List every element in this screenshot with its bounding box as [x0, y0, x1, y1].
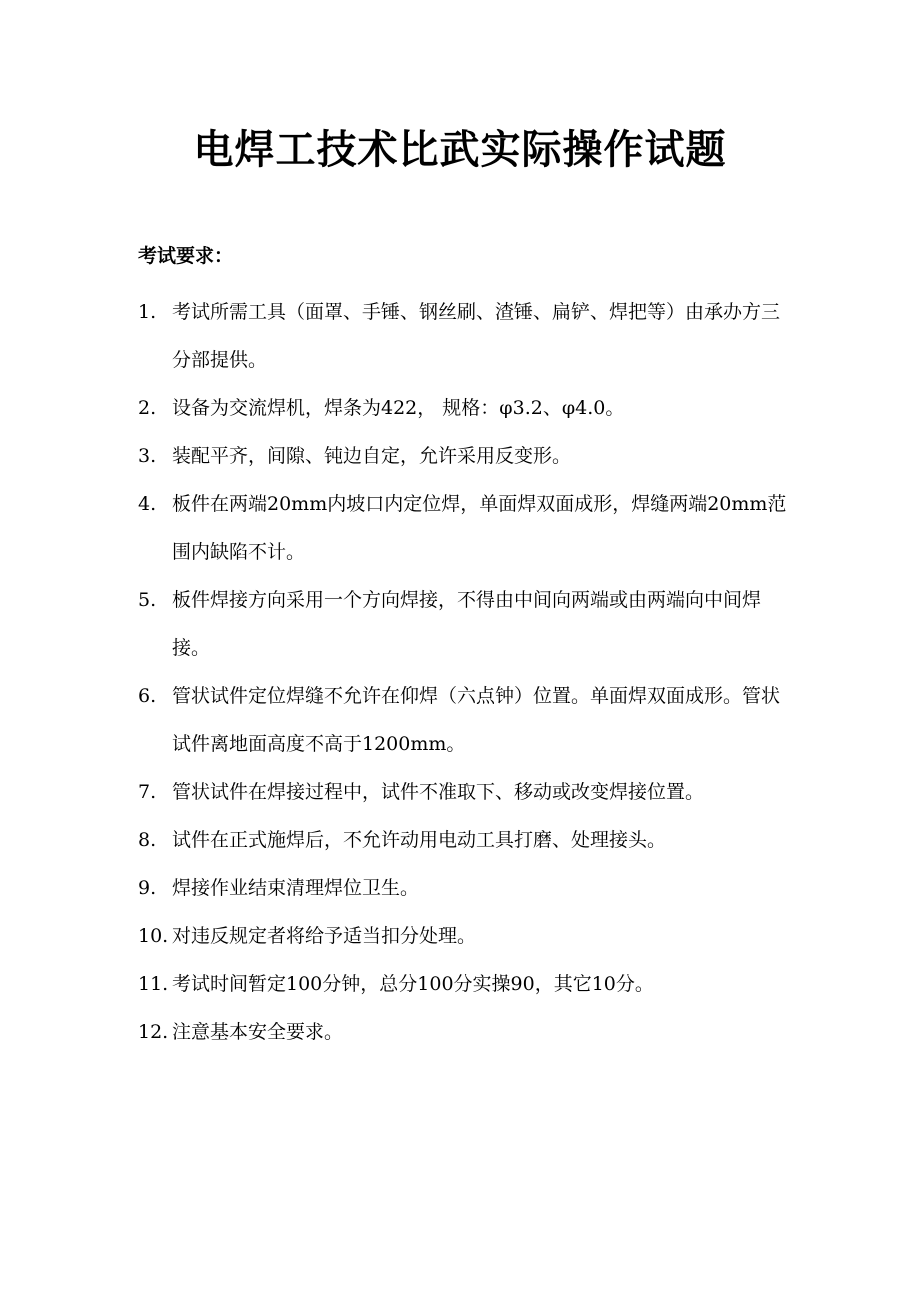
requirement-text: 管状试件在焊接过程中，试件不准取下、移动或改变焊接位置。	[172, 781, 705, 803]
requirement-text: 焊接作业结束清理焊位卫生。	[172, 877, 420, 899]
requirement-item	[138, 912, 788, 960]
requirement-text: 设备为交流焊机，焊条为422， 规格：φ3.2、φ4.0。	[172, 397, 625, 419]
requirement-item	[138, 1008, 788, 1056]
requirement-item	[138, 432, 788, 480]
requirement-item	[138, 960, 788, 1008]
requirement-number: 3.	[138, 445, 157, 467]
section-heading: 考试要求：	[138, 245, 234, 267]
requirement-number: 1.	[138, 301, 157, 323]
requirement-text: 考试所需工具（面罩、手锤、钢丝刷、渣锤、扁铲、焊把等）由承办方三分部提供。	[172, 301, 781, 371]
requirement-item	[138, 768, 788, 816]
requirement-item	[138, 672, 788, 768]
requirement-text: 管状试件定位焊缝不允许在仰焊（六点钟）位置。单面焊双面成形。管状试件离地面高度不高于1200mm。	[172, 685, 781, 755]
requirement-text: 板件在两端20mm内坡口内定位焊，单面焊双面成形，焊缝两端20mm范围内缺陷不计。	[172, 493, 787, 563]
requirement-item	[138, 384, 788, 432]
requirement-text: 注意基本安全要求。	[172, 1021, 344, 1043]
requirement-number: 2.	[138, 397, 157, 419]
requirement-number: 9.	[138, 877, 157, 899]
requirement-number: 4.	[138, 493, 157, 515]
requirement-item	[138, 480, 788, 576]
requirement-text: 对违反规定者将给予适当扣分处理。	[172, 925, 477, 947]
requirement-item	[138, 864, 788, 912]
requirement-number: 5.	[138, 589, 157, 611]
requirement-item	[138, 816, 788, 864]
requirement-item	[138, 288, 788, 384]
requirement-text: 装配平齐，间隙、钝边自定，允许采用反变形。	[172, 445, 572, 467]
requirements-list	[138, 288, 788, 1056]
requirement-number: 11.	[138, 973, 169, 995]
requirement-item	[138, 576, 788, 672]
document-title: 电焊工技术比武实际操作试题	[193, 126, 727, 173]
requirement-number: 12.	[138, 1021, 169, 1043]
requirement-text: 板件焊接方向采用一个方向焊接，不得由中间向两端或由两端向中间焊接。	[172, 589, 762, 659]
requirement-number: 6.	[138, 685, 157, 707]
requirement-number: 7.	[138, 781, 157, 803]
requirement-number: 10.	[138, 925, 169, 947]
requirement-text: 考试时间暂定100分钟，总分100分实操90，其它10分。	[172, 973, 654, 995]
requirement-text: 试件在正式施焊后，不允许动用电动工具打磨、处理接头。	[172, 829, 667, 851]
requirement-number: 8.	[138, 829, 157, 851]
